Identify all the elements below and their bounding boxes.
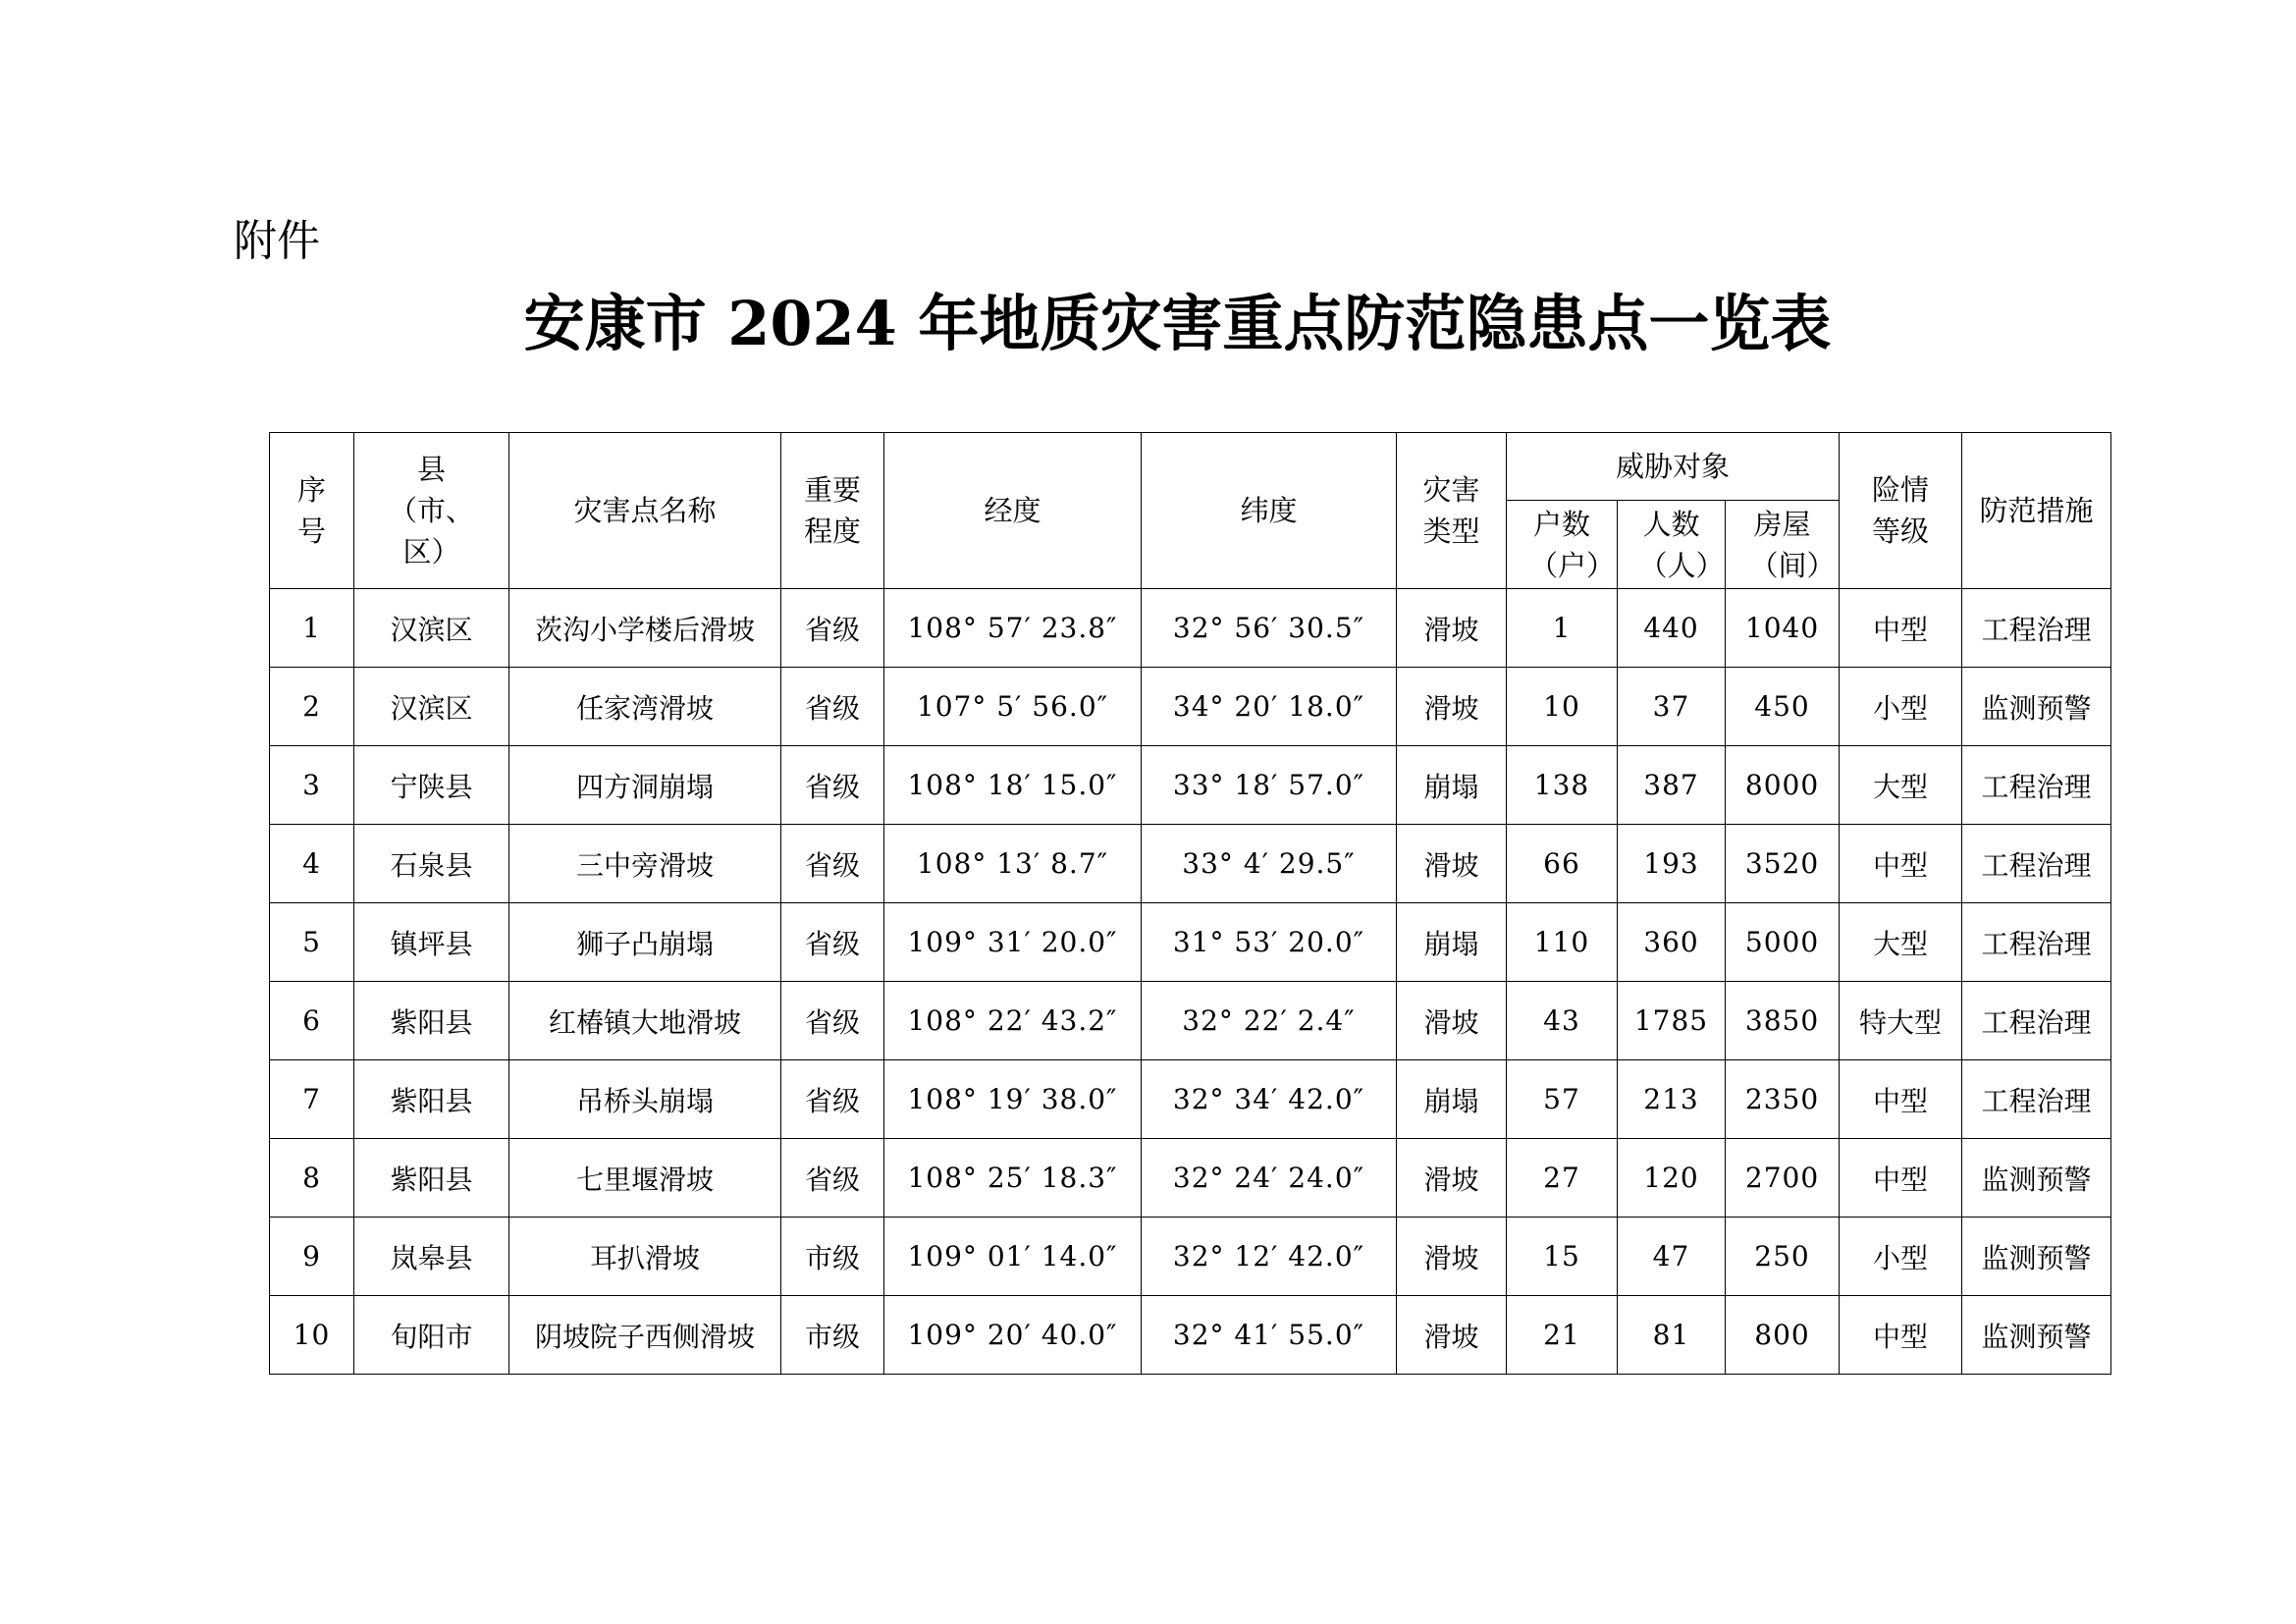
table-row xyxy=(270,1139,2111,1218)
cell-index: 6 xyxy=(270,982,354,1060)
cell-county: 紫阳县 xyxy=(354,1139,509,1218)
cell-hazard-type: 滑坡 xyxy=(1397,589,1507,668)
cell-longitude: 109° 01′ 14.0″ xyxy=(884,1218,1142,1296)
cell-people: 81 xyxy=(1618,1296,1726,1375)
cell-measures: 工程治理 xyxy=(1962,1060,2111,1139)
cell-hazard-type: 崩塌 xyxy=(1397,903,1507,982)
cell-index: 10 xyxy=(270,1296,354,1375)
table-row xyxy=(270,1296,2111,1375)
cell-importance: 省级 xyxy=(781,1060,884,1139)
table-header xyxy=(270,433,2111,589)
table-row xyxy=(270,903,2111,982)
cell-latitude: 32° 22′ 2.4″ xyxy=(1142,982,1397,1060)
cell-index: 8 xyxy=(270,1139,354,1218)
cell-longitude: 108° 57′ 23.8″ xyxy=(884,589,1142,668)
cell-index: 4 xyxy=(270,825,354,903)
cell-name: 吊桥头崩塌 xyxy=(509,1060,781,1139)
header-importance: 重要程度 xyxy=(781,433,884,589)
cell-name: 茨沟小学楼后滑坡 xyxy=(509,589,781,668)
header-name: 灾害点名称 xyxy=(509,433,781,589)
header-houses: 房屋（间） xyxy=(1726,501,1840,589)
cell-households: 57 xyxy=(1507,1060,1618,1139)
cell-risk-level: 中型 xyxy=(1840,589,1962,668)
cell-name: 耳扒滑坡 xyxy=(509,1218,781,1296)
table-row xyxy=(270,1060,2111,1139)
cell-name: 七里堰滑坡 xyxy=(509,1139,781,1218)
cell-latitude: 32° 24′ 24.0″ xyxy=(1142,1139,1397,1218)
cell-risk-level: 中型 xyxy=(1840,1296,1962,1375)
cell-index: 5 xyxy=(270,903,354,982)
cell-hazard-type: 崩塌 xyxy=(1397,1060,1507,1139)
cell-county: 宁陕县 xyxy=(354,746,509,825)
cell-households: 10 xyxy=(1507,668,1618,746)
cell-houses: 2350 xyxy=(1726,1060,1840,1139)
cell-risk-level: 小型 xyxy=(1840,668,1962,746)
cell-measures: 监测预警 xyxy=(1962,1296,2111,1375)
table-row xyxy=(270,668,2111,746)
header-hazard-type: 灾害类型 xyxy=(1397,433,1507,589)
cell-name: 四方洞崩塌 xyxy=(509,746,781,825)
cell-county: 旬阳市 xyxy=(354,1296,509,1375)
table-row xyxy=(270,589,2111,668)
cell-risk-level: 特大型 xyxy=(1840,982,1962,1060)
cell-houses: 5000 xyxy=(1726,903,1840,982)
attachment-label: 附件 xyxy=(234,216,320,266)
cell-importance: 省级 xyxy=(781,746,884,825)
cell-hazard-type: 滑坡 xyxy=(1397,1139,1507,1218)
cell-importance: 省级 xyxy=(781,1139,884,1218)
hazard-points-table xyxy=(269,432,2111,1375)
cell-people: 213 xyxy=(1618,1060,1726,1139)
cell-latitude: 32° 34′ 42.0″ xyxy=(1142,1060,1397,1139)
cell-latitude: 34° 20′ 18.0″ xyxy=(1142,668,1397,746)
cell-people: 47 xyxy=(1618,1218,1726,1296)
table-body xyxy=(270,589,2111,1375)
cell-longitude: 108° 22′ 43.2″ xyxy=(884,982,1142,1060)
cell-name: 任家湾滑坡 xyxy=(509,668,781,746)
cell-people: 360 xyxy=(1618,903,1726,982)
cell-houses: 450 xyxy=(1726,668,1840,746)
cell-name: 红椿镇大地滑坡 xyxy=(509,982,781,1060)
cell-name: 狮子凸崩塌 xyxy=(509,903,781,982)
cell-longitude: 108° 18′ 15.0″ xyxy=(884,746,1142,825)
cell-importance: 市级 xyxy=(781,1296,884,1375)
cell-longitude: 108° 25′ 18.3″ xyxy=(884,1139,1142,1218)
cell-importance: 省级 xyxy=(781,903,884,982)
cell-county: 紫阳县 xyxy=(354,982,509,1060)
cell-latitude: 32° 12′ 42.0″ xyxy=(1142,1218,1397,1296)
table-row xyxy=(270,1218,2111,1296)
header-latitude: 纬度 xyxy=(1142,433,1397,589)
cell-measures: 工程治理 xyxy=(1962,982,2111,1060)
cell-index: 9 xyxy=(270,1218,354,1296)
cell-importance: 省级 xyxy=(781,982,884,1060)
cell-index: 1 xyxy=(270,589,354,668)
cell-households: 1 xyxy=(1507,589,1618,668)
cell-measures: 工程治理 xyxy=(1962,825,2111,903)
header-threat-group: 威胁对象 xyxy=(1507,433,1840,501)
cell-index: 3 xyxy=(270,746,354,825)
cell-risk-level: 中型 xyxy=(1840,1139,1962,1218)
cell-importance: 市级 xyxy=(781,1218,884,1296)
cell-importance: 省级 xyxy=(781,589,884,668)
cell-households: 43 xyxy=(1507,982,1618,1060)
cell-name: 阴坡院子西侧滑坡 xyxy=(509,1296,781,1375)
cell-households: 27 xyxy=(1507,1139,1618,1218)
cell-houses: 800 xyxy=(1726,1296,1840,1375)
cell-people: 1785 xyxy=(1618,982,1726,1060)
cell-longitude: 108° 19′ 38.0″ xyxy=(884,1060,1142,1139)
cell-longitude: 107° 5′ 56.0″ xyxy=(884,668,1142,746)
header-county: 县（市、区） xyxy=(354,433,509,589)
cell-hazard-type: 滑坡 xyxy=(1397,1296,1507,1375)
page-title: 安康市 2024 年地质灾害重点防范隐患点一览表 xyxy=(523,288,1832,359)
cell-longitude: 108° 13′ 8.7″ xyxy=(884,825,1142,903)
cell-longitude: 109° 31′ 20.0″ xyxy=(884,903,1142,982)
cell-measures: 监测预警 xyxy=(1962,1139,2111,1218)
cell-people: 37 xyxy=(1618,668,1726,746)
cell-county: 岚皋县 xyxy=(354,1218,509,1296)
cell-measures: 监测预警 xyxy=(1962,668,2111,746)
cell-risk-level: 小型 xyxy=(1840,1218,1962,1296)
cell-houses: 3520 xyxy=(1726,825,1840,903)
cell-latitude: 31° 53′ 20.0″ xyxy=(1142,903,1397,982)
cell-county: 汉滨区 xyxy=(354,589,509,668)
cell-county: 汉滨区 xyxy=(354,668,509,746)
cell-households: 138 xyxy=(1507,746,1618,825)
cell-latitude: 33° 18′ 57.0″ xyxy=(1142,746,1397,825)
cell-measures: 工程治理 xyxy=(1962,589,2111,668)
cell-name: 三中旁滑坡 xyxy=(509,825,781,903)
cell-index: 7 xyxy=(270,1060,354,1139)
cell-households: 110 xyxy=(1507,903,1618,982)
cell-county: 镇坪县 xyxy=(354,903,509,982)
cell-risk-level: 中型 xyxy=(1840,1060,1962,1139)
header-people: 人数（人） xyxy=(1618,501,1726,589)
cell-hazard-type: 崩塌 xyxy=(1397,746,1507,825)
cell-houses: 3850 xyxy=(1726,982,1840,1060)
header-longitude: 经度 xyxy=(884,433,1142,589)
cell-importance: 省级 xyxy=(781,825,884,903)
cell-measures: 工程治理 xyxy=(1962,746,2111,825)
cell-risk-level: 中型 xyxy=(1840,825,1962,903)
cell-households: 15 xyxy=(1507,1218,1618,1296)
table-row xyxy=(270,825,2111,903)
cell-measures: 监测预警 xyxy=(1962,1218,2111,1296)
cell-importance: 省级 xyxy=(781,668,884,746)
header-index: 序号 xyxy=(270,433,354,589)
cell-hazard-type: 滑坡 xyxy=(1397,825,1507,903)
cell-households: 66 xyxy=(1507,825,1618,903)
cell-people: 193 xyxy=(1618,825,1726,903)
cell-houses: 8000 xyxy=(1726,746,1840,825)
cell-risk-level: 大型 xyxy=(1840,903,1962,982)
cell-county: 石泉县 xyxy=(354,825,509,903)
cell-hazard-type: 滑坡 xyxy=(1397,1218,1507,1296)
header-risk-level: 险情等级 xyxy=(1840,433,1962,589)
cell-county: 紫阳县 xyxy=(354,1060,509,1139)
table-row xyxy=(270,982,2111,1060)
cell-houses: 1040 xyxy=(1726,589,1840,668)
header-households: 户数（户） xyxy=(1507,501,1618,589)
cell-people: 387 xyxy=(1618,746,1726,825)
cell-longitude: 109° 20′ 40.0″ xyxy=(884,1296,1142,1375)
cell-people: 120 xyxy=(1618,1139,1726,1218)
cell-risk-level: 大型 xyxy=(1840,746,1962,825)
cell-houses: 2700 xyxy=(1726,1139,1840,1218)
cell-hazard-type: 滑坡 xyxy=(1397,668,1507,746)
cell-index: 2 xyxy=(270,668,354,746)
header-measures: 防范措施 xyxy=(1962,433,2111,589)
cell-people: 440 xyxy=(1618,589,1726,668)
cell-hazard-type: 滑坡 xyxy=(1397,982,1507,1060)
cell-latitude: 32° 41′ 55.0″ xyxy=(1142,1296,1397,1375)
cell-households: 21 xyxy=(1507,1296,1618,1375)
table-row xyxy=(270,746,2111,825)
cell-latitude: 33° 4′ 29.5″ xyxy=(1142,825,1397,903)
cell-measures: 工程治理 xyxy=(1962,903,2111,982)
cell-houses: 250 xyxy=(1726,1218,1840,1296)
cell-latitude: 32° 56′ 30.5″ xyxy=(1142,589,1397,668)
